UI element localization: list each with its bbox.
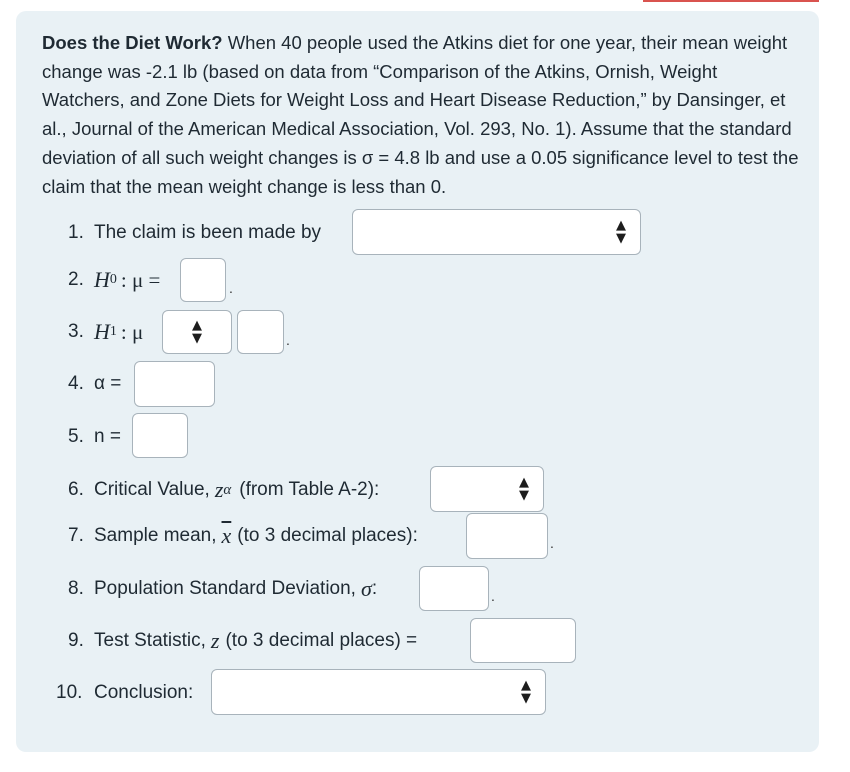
sigma-symbol: σ — [360, 576, 372, 601]
alpha-label: α = — [94, 373, 122, 394]
population-sd-input[interactable] — [419, 566, 489, 611]
question-number: 8. — [68, 578, 84, 599]
z-symbol: z — [214, 477, 224, 502]
question-number: 7. — [68, 525, 84, 546]
updown-arrows-icon: ▲ ▼ — [616, 218, 626, 246]
question-4 — [68, 372, 121, 396]
question-2 — [68, 268, 160, 292]
alpha-input[interactable] — [134, 361, 215, 407]
h1-operator-select[interactable] — [162, 310, 232, 354]
conclusion-label: Conclusion: — [94, 682, 194, 703]
period: . — [550, 535, 554, 551]
n-input[interactable] — [132, 413, 188, 458]
question-9 — [68, 629, 417, 653]
question-number: 2. — [68, 269, 84, 290]
question-1-label: The claim is been made by — [94, 222, 322, 243]
n-label: n = — [94, 426, 121, 447]
h0-equals: : μ = — [120, 268, 161, 292]
z-symbol: z — [210, 628, 220, 653]
h0-symbol: H — [94, 267, 110, 292]
question-1 — [68, 221, 321, 245]
top-accent-bar — [643, 0, 819, 2]
claim-select[interactable] — [352, 209, 641, 255]
test-statistic-input[interactable] — [470, 618, 576, 663]
question-number: 1. — [68, 222, 84, 243]
question-10 — [56, 681, 193, 705]
h1-mu: : μ — [120, 320, 144, 344]
h0-value-input[interactable] — [180, 258, 226, 302]
period: . — [491, 588, 495, 604]
question-8 — [68, 577, 377, 601]
problem-text: When 40 people used the Atkins diet for one year, their mean weight change was -2.1 lb (based on data from “Comparison of the Atkins, Ornish, Weight Watchers, and Zone Diets for Weight Loss and Heart Disease Reduction,” by Dansinger, et al., Journal of the American Medical Association, Vol. 293, No. 1). Assume that the standard deviation of all such weight changes is σ = 4.8 lb and use a 0.05 significance level to test the claim that the mean weight change is less than 0. — [42, 32, 799, 197]
question-number: 10. — [56, 682, 83, 703]
updown-arrows-icon: ▲ ▼ — [521, 678, 531, 706]
population-sd-label: Population Standard Deviation, — [94, 578, 356, 599]
h1-value-input[interactable] — [237, 310, 284, 354]
question-number: 6. — [68, 479, 84, 500]
sample-mean-label: Sample mean, — [94, 525, 217, 546]
question-number: 4. — [68, 373, 84, 394]
critical-value-suffix: (from Table A-2): — [239, 479, 380, 500]
h1-symbol: H — [94, 319, 110, 344]
problem-title: Does the Diet Work? — [42, 32, 223, 53]
test-statistic-suffix: (to 3 decimal places) = — [225, 630, 418, 651]
problem-statement — [42, 29, 802, 201]
x-bar-symbol: $\overline{x}$ — [221, 523, 232, 548]
question-number: 5. — [68, 426, 84, 447]
period: . — [229, 280, 233, 296]
question-number: 3. — [68, 321, 84, 342]
alpha-subscript: α — [223, 482, 232, 498]
question-number: 9. — [68, 630, 84, 651]
question-7 — [68, 524, 418, 548]
sample-mean-input[interactable] — [466, 513, 548, 559]
question-6 — [68, 478, 379, 502]
question-3 — [68, 320, 143, 344]
sample-mean-suffix: (to 3 decimal places): — [237, 525, 418, 546]
period: . — [286, 332, 290, 348]
h1-subscript: 1 — [109, 324, 117, 339]
critical-value-label: Critical Value, — [94, 479, 210, 500]
critical-value-select[interactable] — [430, 466, 544, 512]
question-5 — [68, 425, 121, 449]
conclusion-select[interactable] — [211, 669, 546, 715]
updown-arrows-icon: ▲ ▼ — [192, 318, 202, 346]
test-statistic-label: Test Statistic, — [94, 630, 206, 651]
updown-arrows-icon: ▲ ▼ — [519, 475, 529, 503]
h0-subscript: 0 — [109, 272, 117, 287]
population-sd-suffix: : — [371, 578, 378, 599]
